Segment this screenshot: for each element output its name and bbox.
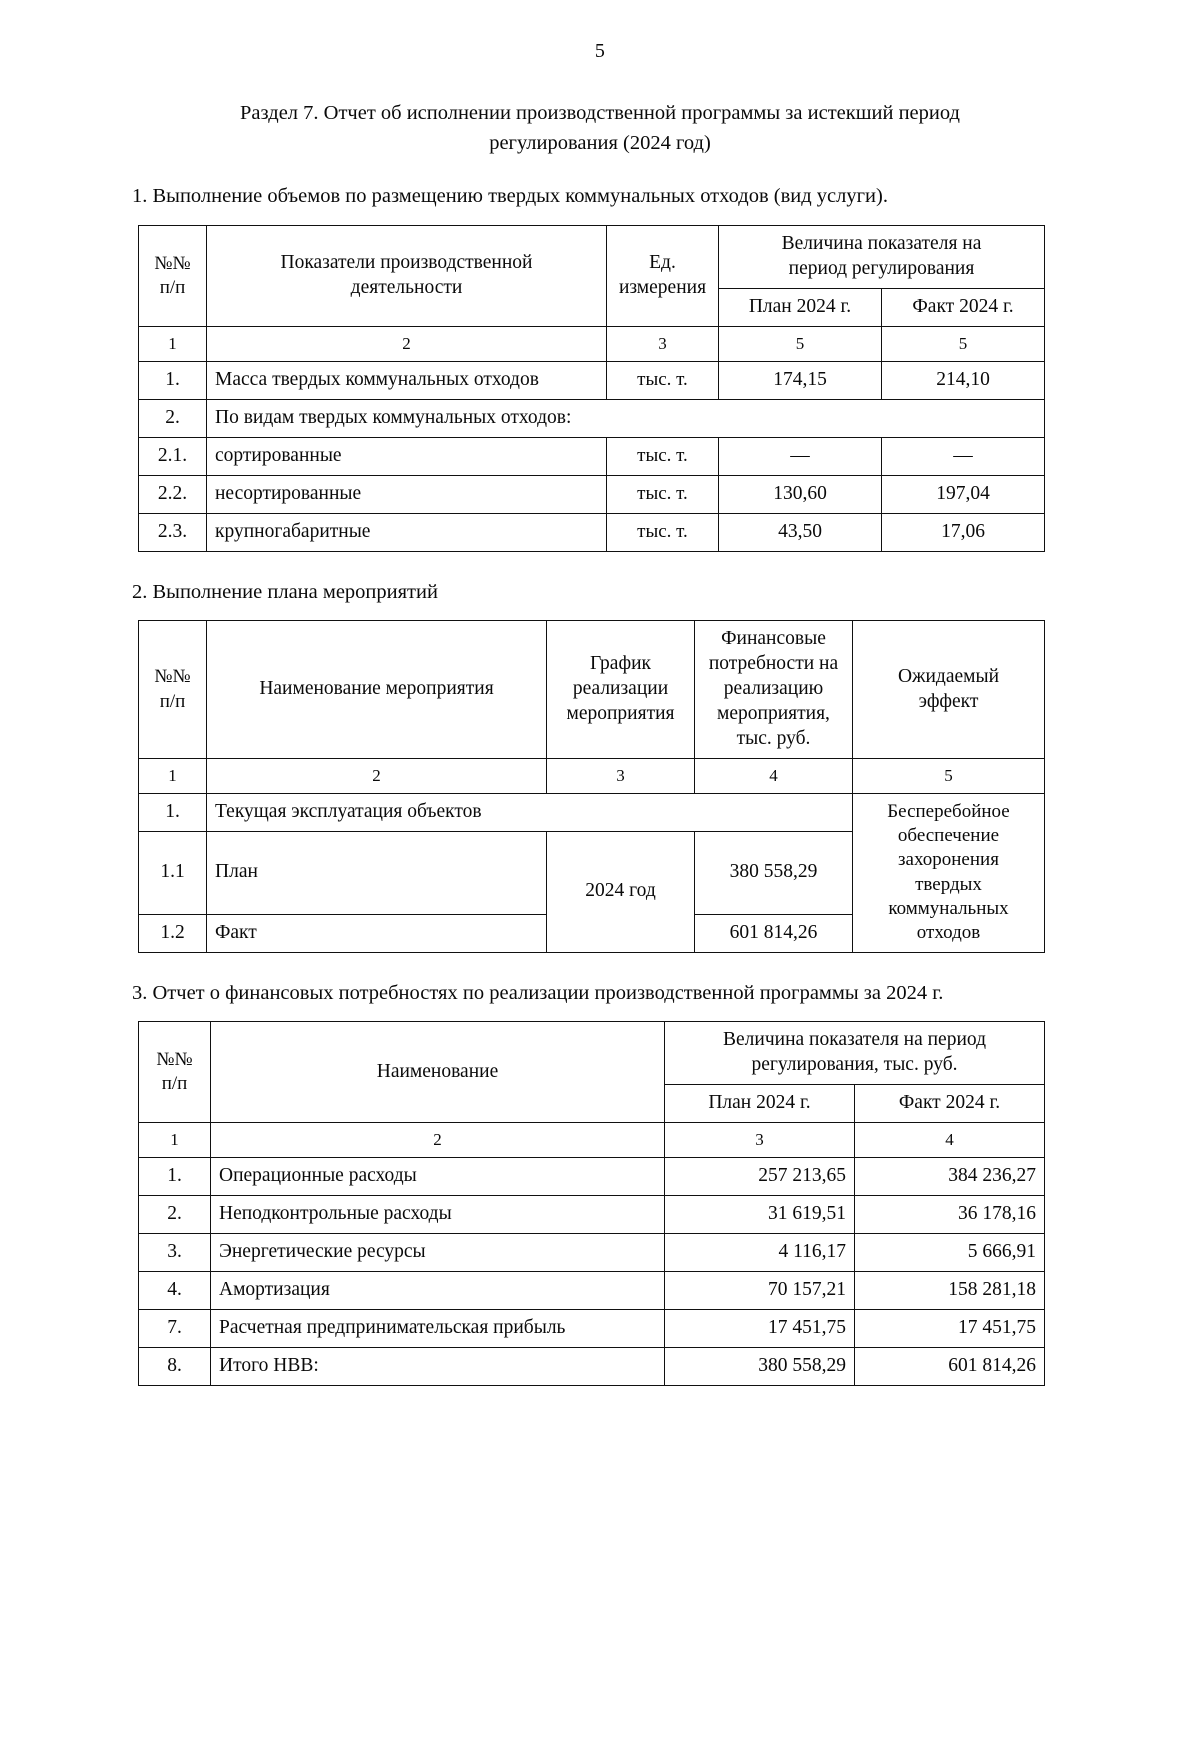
row-fact-value: 197,04 — [882, 475, 1045, 513]
row-label: Масса твердых коммунальных отходов — [207, 361, 607, 399]
row-plan-value: 31 619,51 — [665, 1195, 855, 1233]
row-label: Энергетические ресурсы — [211, 1233, 665, 1271]
colnum: 3 — [607, 326, 719, 361]
table-column-numbers-row — [139, 326, 1045, 361]
row-plan-value: 4 116,17 — [665, 1233, 855, 1271]
row-label: Факт — [207, 914, 547, 952]
row-label: крупногабаритные — [207, 513, 607, 551]
header-cell-plan: План 2024 г. — [719, 289, 882, 327]
row-number: 1. — [139, 1157, 211, 1195]
header-cell-number: №№ п/п — [139, 1022, 211, 1123]
header-cell-financial-needs: Финансовые потребности на реализацию мероприятия, тыс. руб. — [695, 621, 853, 759]
table-column-numbers-row — [139, 1123, 1045, 1158]
table-row — [139, 513, 1045, 551]
table-column-numbers-row — [139, 758, 1045, 793]
table-header-row — [139, 621, 1045, 759]
page-number: 5 — [594, 40, 606, 62]
row-schedule: 2024 год — [547, 831, 695, 952]
row-unit: тыс. т. — [607, 475, 719, 513]
row-label: Амортизация — [211, 1271, 665, 1309]
row-number: 8. — [139, 1347, 211, 1385]
row-plan-value: 380 558,29 — [665, 1347, 855, 1385]
row-fact-value: 36 178,16 — [855, 1195, 1045, 1233]
row-label: Итого НВВ: — [211, 1347, 665, 1385]
header-cell-unit: Ед. измерения — [607, 226, 719, 327]
section-2-heading: 2. Выполнение плана мероприятий — [132, 580, 438, 603]
row-label: Неподконтрольные расходы — [211, 1195, 665, 1233]
table-row — [139, 1195, 1045, 1233]
section-1-heading: 1. Выполнение объемов по размещению твердых коммунальных отходов (вид услуги). — [132, 185, 888, 208]
row-number: 2. — [139, 1195, 211, 1233]
colnum: 2 — [211, 1123, 665, 1158]
colnum: 3 — [547, 758, 695, 793]
colnum: 1 — [139, 758, 207, 793]
row-fact-value: 384 236,27 — [855, 1157, 1045, 1195]
row-number: 1. — [139, 361, 207, 399]
row-plan-value: 257 213,65 — [665, 1157, 855, 1195]
row-plan-value: 17 451,75 — [665, 1309, 855, 1347]
table-financial-report — [138, 1021, 1045, 1385]
row-number: 2.1. — [139, 437, 207, 475]
row-unit: тыс. т. — [607, 513, 719, 551]
table-row — [139, 475, 1045, 513]
section-3-heading: 3. Отчет о финансовых потребностях по реализации производственной программы за 2024 г. — [132, 981, 944, 1004]
table-row — [139, 399, 1045, 437]
row-number: 1.2 — [139, 914, 207, 952]
table-measures-plan — [138, 620, 1045, 952]
header-cell-name: Наименование — [211, 1022, 665, 1123]
header-cell-measure-name: Наименование мероприятия — [207, 621, 547, 759]
document-title-line-2: регулирования (2024 год) — [489, 131, 711, 154]
colnum: 3 — [665, 1123, 855, 1158]
header-cell-schedule: График реализации мероприятия — [547, 621, 695, 759]
row-label: Текущая эксплуатация объектов — [207, 793, 853, 831]
row-label: сортированные — [207, 437, 607, 475]
table-row — [139, 1233, 1045, 1271]
header-cell-fact: Факт 2024 г. — [855, 1085, 1045, 1123]
row-label: План — [207, 831, 547, 914]
table-row — [139, 361, 1045, 399]
header-cell-plan: План 2024 г. — [665, 1085, 855, 1123]
document-page — [0, 40, 1200, 1737]
colnum: 1 — [139, 1123, 211, 1158]
row-financial-value: 601 814,26 — [695, 914, 853, 952]
colnum: 1 — [139, 326, 207, 361]
expected-effect-cell: Бесперебойное обеспечение захоронения твердых коммунальных отходов — [853, 793, 1045, 952]
row-unit: тыс. т. — [607, 437, 719, 475]
row-plan-value: 70 157,21 — [665, 1271, 855, 1309]
row-number: 2.2. — [139, 475, 207, 513]
row-fact-value: 158 281,18 — [855, 1271, 1045, 1309]
row-label: Операционные расходы — [211, 1157, 665, 1195]
row-plan-value: — — [719, 437, 882, 475]
document-title — [190, 99, 1010, 158]
colnum: 4 — [855, 1123, 1045, 1158]
colnum: 4 — [695, 758, 853, 793]
table-row — [139, 1309, 1045, 1347]
colnum: 2 — [207, 758, 547, 793]
table-row — [139, 1347, 1045, 1385]
header-cell-fact: Факт 2024 г. — [882, 289, 1045, 327]
table-row — [139, 437, 1045, 475]
header-cell-number: №№ п/п — [139, 621, 207, 759]
row-plan-value: 130,60 — [719, 475, 882, 513]
row-number: 4. — [139, 1271, 211, 1309]
header-cell-number: №№ п/п — [139, 226, 207, 327]
row-number: 1.1 — [139, 831, 207, 914]
row-unit: тыс. т. — [607, 361, 719, 399]
colnum: 5 — [853, 758, 1045, 793]
table-header-row — [139, 226, 1045, 289]
header-cell-value-period: Величина показателя на период регулирования — [719, 226, 1045, 289]
row-plan-value: 43,50 — [719, 513, 882, 551]
row-label: По видам твердых коммунальных отходов: — [207, 399, 1045, 437]
row-fact-value: 601 814,26 — [855, 1347, 1045, 1385]
colnum: 5 — [719, 326, 882, 361]
row-label: несортированные — [207, 475, 607, 513]
row-fact-value: 214,10 — [882, 361, 1045, 399]
table-row — [139, 793, 1045, 831]
header-cell-expected-effect: Ожидаемый эффект — [853, 621, 1045, 759]
row-fact-value: — — [882, 437, 1045, 475]
table-row — [139, 1157, 1045, 1195]
header-cell-indicators: Показатели производственной деятельности — [207, 226, 607, 327]
table-header-row — [139, 1022, 1045, 1085]
colnum: 5 — [882, 326, 1045, 361]
colnum: 2 — [207, 326, 607, 361]
row-fact-value: 17 451,75 — [855, 1309, 1045, 1347]
row-label: Расчетная предпринимательская прибыль — [211, 1309, 665, 1347]
header-cell-value-period: Величина показателя на период регулирования, тыс. руб. — [665, 1022, 1045, 1085]
row-number: 2. — [139, 399, 207, 437]
document-title-line-1: Раздел 7. Отчет об исполнении производственной программы за истекший период — [240, 102, 960, 124]
table-row — [139, 1271, 1045, 1309]
row-number: 3. — [139, 1233, 211, 1271]
row-plan-value: 174,15 — [719, 361, 882, 399]
row-fact-value: 5 666,91 — [855, 1233, 1045, 1271]
row-financial-value: 380 558,29 — [695, 831, 853, 914]
table-volumes — [138, 225, 1045, 551]
row-number: 2.3. — [139, 513, 207, 551]
row-number: 7. — [139, 1309, 211, 1347]
row-fact-value: 17,06 — [882, 513, 1045, 551]
row-number: 1. — [139, 793, 207, 831]
